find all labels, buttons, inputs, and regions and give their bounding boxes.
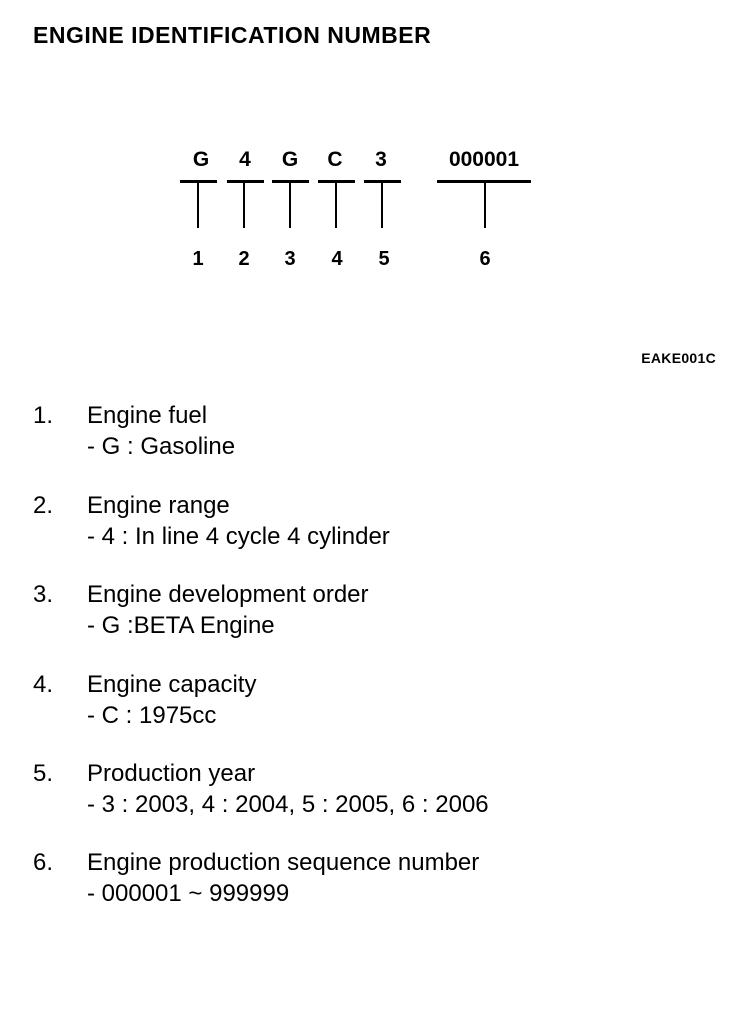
item-heading: Engine development order <box>87 581 369 608</box>
code-char-2: 4 <box>239 148 251 171</box>
code-char-4: C <box>327 148 343 171</box>
code-char-6: 000001 <box>448 148 520 171</box>
code-stem-2 <box>243 182 245 228</box>
item-number: 4. <box>33 671 54 698</box>
item-number: 1. <box>33 402 54 429</box>
position-number-5: 5 <box>378 248 390 270</box>
position-number-2: 2 <box>238 248 250 270</box>
engine-number-diagram <box>0 0 752 300</box>
position-number-4: 4 <box>331 248 343 270</box>
item-number: 3. <box>33 581 54 608</box>
item-detail: - 4 : In line 4 cycle 4 cylinder <box>87 523 390 550</box>
item-heading: Engine fuel <box>87 402 208 429</box>
code-char-5: 3 <box>375 148 387 171</box>
code-stem-4 <box>335 182 337 228</box>
code-bar-2 <box>227 180 264 183</box>
item-detail: - 000001 ~ 999999 <box>87 880 290 907</box>
figure-code: EAKE001C <box>641 350 716 366</box>
code-stem-5 <box>381 182 383 228</box>
item-detail: - C : 1975cc <box>87 702 217 729</box>
item-heading: Engine capacity <box>87 671 257 698</box>
page-title: ENGINE IDENTIFICATION NUMBER <box>33 22 432 48</box>
item-number: 2. <box>33 492 54 519</box>
item-number: 5. <box>33 760 54 787</box>
item-detail: - G :BETA Engine <box>87 612 275 639</box>
position-number-1: 1 <box>192 248 204 270</box>
item-heading: Production year <box>87 760 256 787</box>
item-detail: - 3 : 2003, 4 : 2004, 5 : 2005, 6 : 2006 <box>87 791 489 818</box>
item-heading: Engine production sequence number <box>87 849 480 876</box>
code-char-1: G <box>192 148 210 171</box>
code-stem-1 <box>197 182 199 228</box>
code-char-3: G <box>281 148 299 171</box>
code-stem-6 <box>484 182 486 228</box>
position-number-6: 6 <box>479 248 491 270</box>
item-detail: - G : Gasoline <box>87 433 236 460</box>
item-number: 6. <box>33 849 54 876</box>
item-heading: Engine range <box>87 492 230 519</box>
code-stem-3 <box>289 182 291 228</box>
position-number-3: 3 <box>284 248 296 270</box>
